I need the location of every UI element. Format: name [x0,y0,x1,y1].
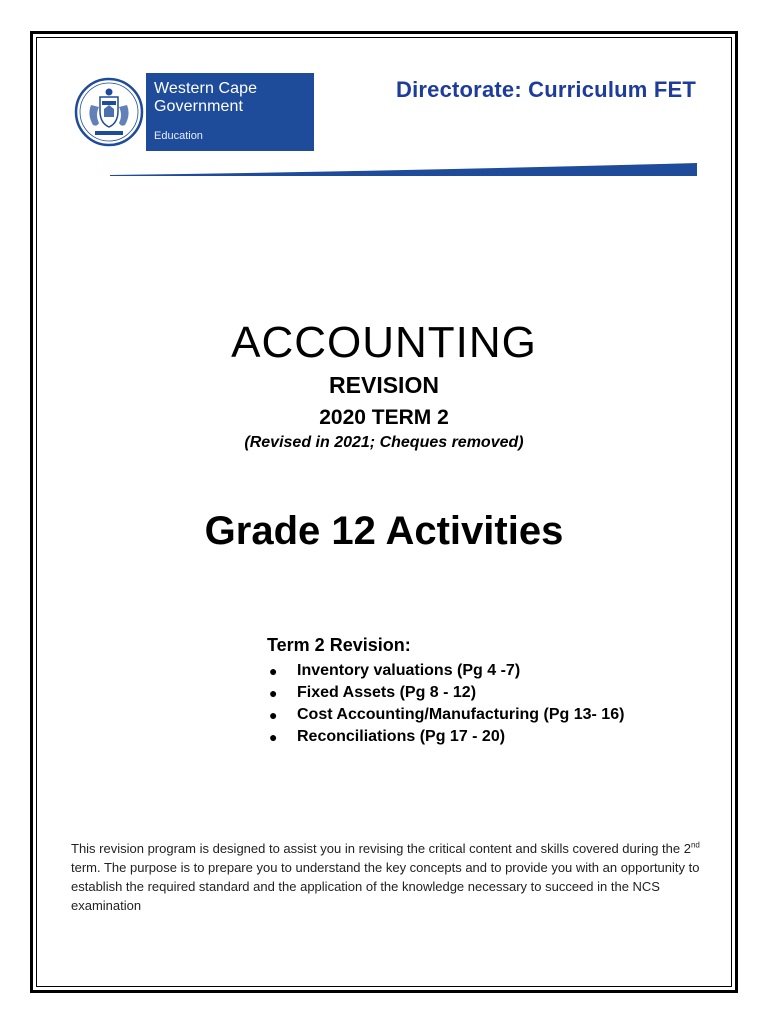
list-item: ● Fixed Assets (Pg 8 - 12) [267,682,624,704]
term-revision-heading: Term 2 Revision: [267,635,411,655]
list-item: ● Cost Accounting/Manufacturing (Pg 13- 16) [267,704,624,726]
revised-note: (Revised in 2021; Cheques removed) [244,434,524,451]
logo-brand-block [146,73,314,151]
logo-name-line1: Western Cape [154,80,258,97]
footer-description: This revision program is designed to assist you in revising the critical content and skills covered during the 2nd term. The purpose is to prepare you to understand the key concepts and to provide you with an opportunity to establish the required standard and the application of the knowledge necessary to succeed in the NCS examination [71,840,700,913]
grade-title: Grade 12 Activities [204,509,564,553]
bullet-icon: ● [269,729,278,745]
logo-department: Education [154,130,203,142]
logo-government-name [154,80,257,116]
header-swoosh [110,159,697,177]
term-label: 2020 TERM 2 [319,406,449,429]
wcg-logo [71,73,314,151]
logo-name-line2: Government [154,98,244,115]
term-revision-list [267,660,624,748]
directorate-heading: Directorate: Curriculum FET [395,77,696,102]
revision-label: REVISION [329,372,439,398]
bullet-icon: ● [269,707,278,723]
list-item: ● Reconciliations (Pg 17 - 20) [267,726,624,748]
crest-icon [71,73,146,151]
bullet-icon: ● [269,685,278,701]
list-item: ● Inventory valuations (Pg 4 -7) [267,660,624,682]
bullet-icon: ● [269,663,278,679]
subject-title: ACCOUNTING [231,318,537,367]
